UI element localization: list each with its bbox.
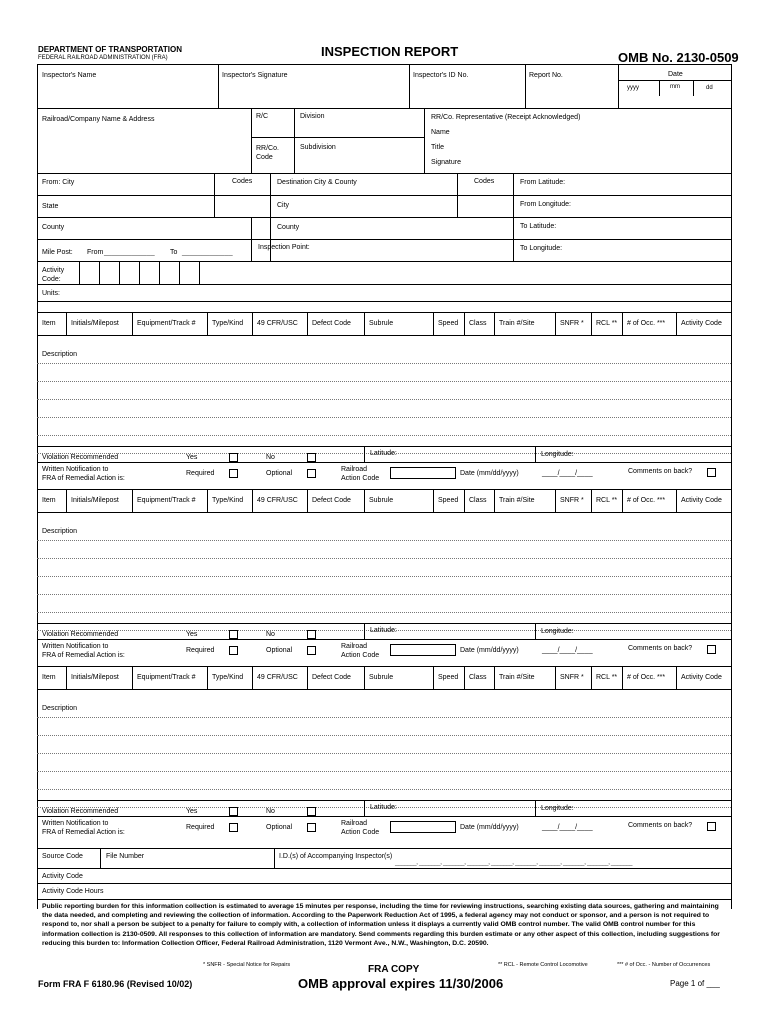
- col-header-snfr: SNFR *: [560, 320, 584, 327]
- violation-label: Violation Recommended: [42, 631, 119, 638]
- violation-yes-label: Yes: [186, 454, 198, 461]
- col-header-initials-milepost: Initials/Milepost: [71, 497, 119, 504]
- longitude-label: Longitude:: [541, 451, 574, 458]
- report-no-label: Report No.: [529, 72, 563, 79]
- violation-no-label: No: [266, 808, 275, 815]
- inspection-point-label: Inspection Point:: [258, 244, 310, 251]
- col-header-subrule: Subrule: [369, 497, 394, 504]
- violation-yes-checkbox[interactable]: [229, 807, 238, 816]
- burden-statement: Public reporting burden for this information collection is estimated to average 15 minutes per response, including the time for reviewing instructions, searching existing data sources, gathering and maintaining the data needed, and completing and reviewing the collection of information. According to the Paperwork Reduction Act of 1995, a federal agency may not conduct or sponsor, and a person is not required to respond to, nor shall a person be subject to a penalty for failure to comply with, a collection of information unless it displays a currently valid OMB control number. The valid OMB control number for this information collection is 2130-0509. All responses to this collection of information are mandatory. Send comments regarding this burden estimate or any other aspect of this collection, including suggestions for reducing this burden to: Information Collection Officer, Federal Railroad Administration, 1120 Vermont Ave., N.W., Washington, D.C. 20590.: [42, 903, 720, 947]
- optional-checkbox[interactable]: [307, 646, 316, 655]
- required-checkbox[interactable]: [229, 646, 238, 655]
- col-header-speed: Speed: [438, 320, 459, 327]
- inspector-signature-label: Inspector's Signature: [222, 72, 288, 79]
- latitude-label: Latitude:: [370, 627, 397, 634]
- col-header-occurrences: # of Occ. ***: [627, 320, 666, 327]
- col-header-type-kind: Type/Kind: [212, 497, 244, 504]
- violation-yes-checkbox[interactable]: [229, 453, 238, 462]
- comments-on-back-checkbox[interactable]: [707, 468, 716, 477]
- county-label-2: County: [277, 224, 300, 231]
- longitude-label: Longitude:: [541, 805, 574, 812]
- date-mm-label: mm: [670, 84, 680, 90]
- from-longitude-label: From Longitude:: [520, 201, 571, 208]
- form-title: INSPECTION REPORT: [321, 44, 459, 59]
- violation-yes-checkbox[interactable]: [229, 630, 238, 639]
- violation-label: Violation Recommended: [42, 454, 119, 461]
- action-code-label: Action Code: [341, 829, 380, 836]
- activity-code-hours-label: Activity Code Hours: [42, 888, 104, 895]
- file-number-label: File Number: [106, 853, 145, 860]
- violation-no-label: No: [266, 454, 275, 461]
- from-latitude-label: From Latitude:: [520, 179, 566, 186]
- required-label: Required: [186, 647, 215, 654]
- col-header-class: Class: [469, 674, 487, 681]
- col-header-rcl: RCL **: [596, 320, 618, 327]
- form-number: Form FRA F 6180.96 (Revised 10/02): [38, 979, 193, 989]
- railroad-action-code-input[interactable]: [390, 821, 456, 833]
- fra-remedial-label: FRA of Remedial Action is:: [42, 652, 125, 659]
- railroad-action-label: Railroad: [341, 466, 368, 473]
- col-header-train-site: Train #/Site: [499, 674, 535, 681]
- col-header-speed: Speed: [438, 674, 459, 681]
- col-header-initials-milepost: Initials/Milepost: [71, 674, 119, 681]
- col-header-activity-code: Activity Code: [681, 320, 722, 327]
- violation-yes-label: Yes: [186, 631, 198, 638]
- col-header-item: Item: [42, 320, 56, 327]
- snfr-footnote: * SNFR - Special Notice for Repairs: [203, 962, 291, 968]
- col-header-train-site: Train #/Site: [499, 320, 535, 327]
- longitude-label: Longitude:: [541, 628, 574, 635]
- milepost-to-blank: _____________: [182, 249, 233, 256]
- description-label: Description: [42, 351, 78, 358]
- col-header-defect-code: Defect Code: [312, 320, 351, 327]
- required-label: Required: [186, 470, 215, 477]
- latitude-label: Latitude:: [370, 804, 397, 811]
- destination-label: Destination City & County: [277, 179, 357, 186]
- violation-no-checkbox[interactable]: [307, 630, 316, 639]
- violation-no-checkbox[interactable]: [307, 453, 316, 462]
- railroad-name-label: Railroad/Company Name & Address: [42, 116, 155, 123]
- col-header-equipment-track: Equipment/Track #: [137, 320, 196, 327]
- col-header-item: Item: [42, 497, 56, 504]
- department-label: DEPARTMENT OF TRANSPORTATION: [38, 45, 182, 54]
- col-header-defect-code: Defect Code: [312, 497, 351, 504]
- footer-activity-code-label: Activity Code: [42, 873, 83, 880]
- col-header-subrule: Subrule: [369, 674, 394, 681]
- col-header-occurrences: # of Occ. ***: [627, 497, 666, 504]
- date-yyyy-label: yyyy: [627, 85, 639, 91]
- violation-no-label: No: [266, 631, 275, 638]
- accompanying-inspectors-label: I.D.(s) of Accompanying Inspector(s): [279, 853, 393, 860]
- omb-expiration: OMB approval expires 11/30/2006: [298, 976, 504, 991]
- date-label: Date: [668, 71, 683, 78]
- col-header-activity-code: Activity Code: [681, 674, 722, 681]
- milepost-label: Mile Post:: [42, 249, 73, 256]
- optional-checkbox[interactable]: [307, 823, 316, 832]
- railroad-action-label: Railroad: [341, 820, 368, 827]
- col-header-equipment-track: Equipment/Track #: [137, 497, 196, 504]
- col-header-item: Item: [42, 674, 56, 681]
- date-format-label: Date (mm/dd/yyyy): [460, 647, 519, 654]
- required-label: Required: [186, 824, 215, 831]
- col-header-snfr: SNFR *: [560, 497, 584, 504]
- omb-number: OMB No. 2130-0509: [618, 50, 739, 65]
- comments-on-back-checkbox[interactable]: [707, 645, 716, 654]
- fra-remedial-label: FRA of Remedial Action is:: [42, 475, 125, 482]
- milepost-from-label: From: [87, 249, 104, 256]
- fra-remedial-label: FRA of Remedial Action is:: [42, 829, 125, 836]
- rep-signature-label: Signature: [431, 159, 461, 166]
- latitude-label: Latitude:: [370, 450, 397, 457]
- comments-on-back-label: Comments on back?: [628, 822, 693, 829]
- rep-name-label: Name: [431, 129, 450, 136]
- division-label: Division: [300, 113, 325, 120]
- activity-code-label: Activity Code:: [42, 267, 65, 284]
- col-header-cfr-usc: 49 CFR/USC: [257, 497, 298, 504]
- railroad-action-label: Railroad: [341, 643, 368, 650]
- col-header-cfr-usc: 49 CFR/USC: [257, 320, 298, 327]
- written-notification-label: Written Notification to: [42, 820, 109, 827]
- subdivision-label: Subdivision: [300, 144, 336, 151]
- required-checkbox[interactable]: [229, 823, 238, 832]
- rcl-footnote: ** RCL - Remote Control Locomotive: [498, 962, 588, 968]
- action-code-label: Action Code: [341, 475, 380, 482]
- rep-label: RR/Co. Representative (Receipt Acknowledged): [431, 114, 581, 121]
- date-dd-label: dd: [706, 85, 713, 91]
- date-blank: ____/____/____: [542, 470, 593, 477]
- from-city-label: From: City: [42, 179, 75, 186]
- inspector-id-label: Inspector's ID No.: [413, 72, 469, 79]
- agency-label: FEDERAL RAILROAD ADMINISTRATION (FRA): [38, 55, 168, 61]
- milepost-from-blank: _____________: [104, 249, 155, 256]
- date-blank: ____/____/____: [542, 647, 593, 654]
- milepost-to-label: To: [170, 249, 178, 256]
- col-header-class: Class: [469, 497, 487, 504]
- codes-label-1: Codes: [232, 178, 253, 185]
- date-format-label: Date (mm/dd/yyyy): [460, 824, 519, 831]
- codes-label-2: Codes: [474, 178, 495, 185]
- col-header-defect-code: Defect Code: [312, 674, 351, 681]
- col-header-subrule: Subrule: [369, 320, 394, 327]
- comments-on-back-label: Comments on back?: [628, 468, 693, 475]
- to-longitude-label: To Longitude:: [520, 245, 563, 252]
- source-code-label: Source Code: [42, 853, 83, 860]
- col-header-occurrences: # of Occ. ***: [627, 674, 666, 681]
- col-header-equipment-track: Equipment/Track #: [137, 674, 196, 681]
- violation-yes-label: Yes: [186, 808, 198, 815]
- col-header-activity-code: Activity Code: [681, 497, 722, 504]
- date-blank: ____/____/____: [542, 824, 593, 831]
- rc-label: R/C: [256, 113, 269, 120]
- optional-label: Optional: [266, 647, 293, 654]
- col-header-snfr: SNFR *: [560, 674, 584, 681]
- units-label: Units:: [42, 290, 60, 297]
- violation-no-checkbox[interactable]: [307, 807, 316, 816]
- comments-on-back-checkbox[interactable]: [707, 822, 716, 831]
- written-notification-label: Written Notification to: [42, 466, 109, 473]
- city-label: City: [277, 202, 290, 209]
- county-label-1: County: [42, 224, 65, 231]
- action-code-label: Action Code: [341, 652, 380, 659]
- description-label: Description: [42, 705, 78, 712]
- col-header-rcl: RCL **: [596, 674, 618, 681]
- optional-label: Optional: [266, 824, 293, 831]
- rep-title-label: Title: [431, 144, 444, 151]
- page-number: Page 1 of ___: [670, 979, 720, 988]
- col-header-rcl: RCL **: [596, 497, 618, 504]
- optional-label: Optional: [266, 470, 293, 477]
- occurrences-footnote: *** # of Occ. - Number of Occurrences: [617, 962, 711, 968]
- accompanying-inspectors-blank: _______, _______, _______, _______, _______, _______, _______, _______, _______, _______: [395, 860, 633, 866]
- date-format-label: Date (mm/dd/yyyy): [460, 470, 519, 477]
- col-header-initials-milepost: Initials/Milepost: [71, 320, 119, 327]
- railroad-action-code-input[interactable]: [390, 644, 456, 656]
- col-header-cfr-usc: 49 CFR/USC: [257, 674, 298, 681]
- required-checkbox[interactable]: [229, 469, 238, 478]
- written-notification-label: Written Notification to: [42, 643, 109, 650]
- rr-co-code-label: RR/Co. Code: [256, 145, 279, 162]
- fra-copy-label: FRA COPY: [368, 964, 420, 975]
- state-label: State: [42, 203, 59, 210]
- col-header-type-kind: Type/Kind: [212, 320, 244, 327]
- col-header-class: Class: [469, 320, 487, 327]
- inspector-name-label: Inspector's Name: [42, 72, 97, 79]
- railroad-action-code-input[interactable]: [390, 467, 456, 479]
- violation-label: Violation Recommended: [42, 808, 119, 815]
- comments-on-back-label: Comments on back?: [628, 645, 693, 652]
- col-header-train-site: Train #/Site: [499, 497, 535, 504]
- col-header-speed: Speed: [438, 497, 459, 504]
- to-latitude-label: To Latitude:: [520, 223, 557, 230]
- optional-checkbox[interactable]: [307, 469, 316, 478]
- description-label: Description: [42, 528, 78, 535]
- col-header-type-kind: Type/Kind: [212, 674, 244, 681]
